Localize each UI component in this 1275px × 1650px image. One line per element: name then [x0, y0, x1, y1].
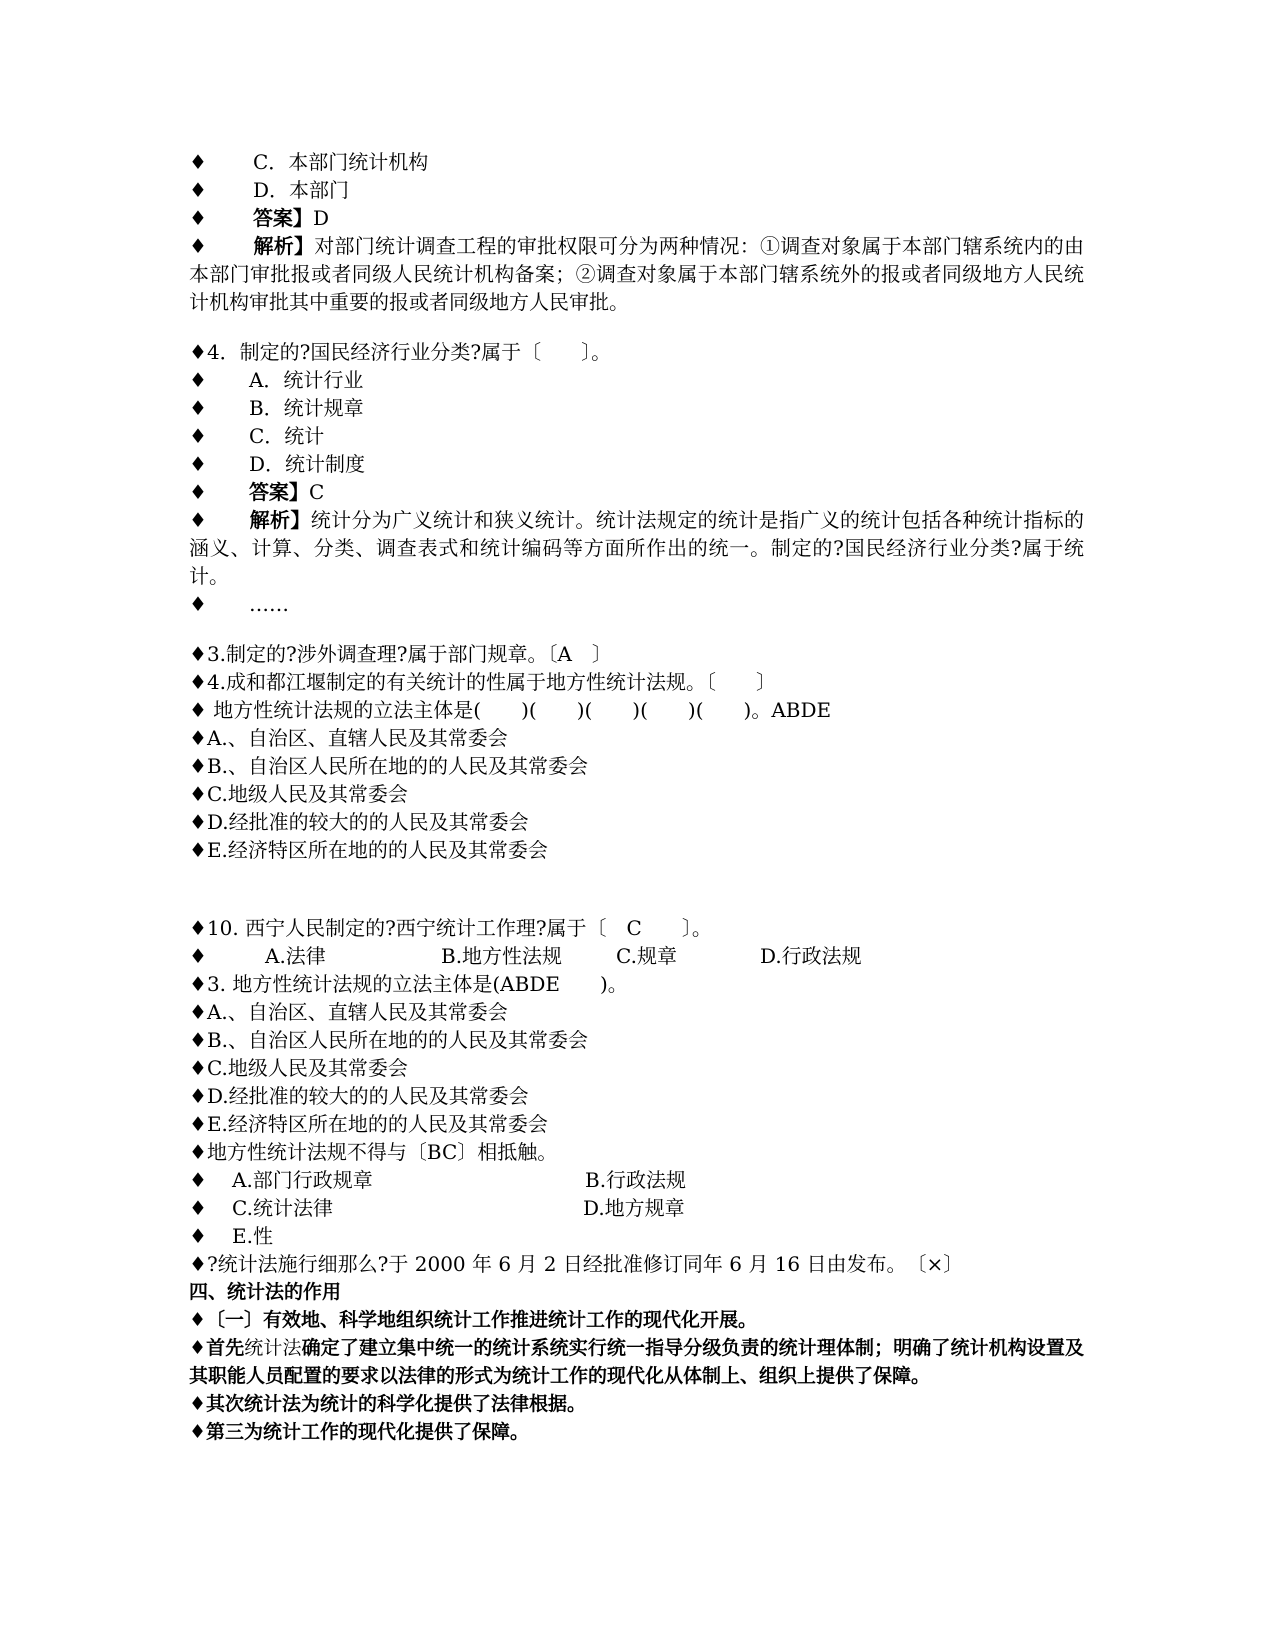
- question-line: ♦3. 地方性统计法规的立法主体是(ABDE )。: [189, 972, 628, 996]
- option-line: ♦ D．统计制度: [189, 452, 365, 476]
- question-line: ♦10. 西宁人民制定的?西宁统计工作理?属于〔 C 〕。: [189, 916, 712, 940]
- bold-line: ♦第三为统计工作的现代化提供了保障。: [189, 1421, 530, 1443]
- question-line: ♦?统计法施行细那么?于 2000 年 6 月 2 日经批准修订同年 6 月 16 日由发布。 〔×〕: [189, 1252, 964, 1276]
- option-line: ♦ A．统计行业: [189, 368, 364, 392]
- explanation-paragraph: ♦ 解析】对部门统计调查工程的审批权限可分为两种情况：①调查对象属于本部门辖系统内的由本部门审批报或者同级人民统计机构备案；②调查对象属于本部门辖系统外的报或者同级地方人民统计机构审批其中重要的报或者同级地方人民审批。: [189, 234, 1085, 314]
- question-line: ♦4.成和都江堰制定的有关统计的性属于地方性统计法规。〔 〕: [189, 670, 777, 694]
- option-line: ♦ B．统计规章: [189, 396, 364, 420]
- option-row: ♦ A.法律 B.地方性法规 C.规章 D.行政法规: [189, 944, 862, 968]
- question-line: ♦地方性统计法规不得与〔BC〕相抵触。: [189, 1140, 558, 1164]
- option-line: ♦A.、自治区、直辖人民及其常委会: [189, 1000, 508, 1024]
- option-line: ♦D.经批准的较大的的人民及其常委会: [189, 1084, 529, 1108]
- bold-paragraph: ♦首先统计法确定了建立集中统一的统计系统实行统一指导分级负责的统计理体制；明确了统计机构设置及其职能人员配置的要求以法律的形式为统计工作的现代化从体制上、组织上提供了保障。: [189, 1337, 1084, 1387]
- section-heading: 四、统计法的作用: [189, 1281, 342, 1303]
- option-line: ♦E.经济特区所在地的的人民及其常委会: [189, 1112, 548, 1136]
- option-line: ♦E.经济特区所在地的的人民及其常委会: [189, 838, 548, 862]
- ellipsis-line: ♦ ……: [189, 592, 289, 616]
- option-line: ♦C.地级人民及其常委会: [189, 782, 408, 806]
- option-row: ♦ C.统计法律 D.地方规章: [189, 1196, 685, 1220]
- answer-line: ♦ 答案】D: [189, 206, 329, 230]
- question-line: ♦4．制定的?国民经济行业分类?属于〔 〕。: [189, 340, 612, 364]
- answer-line: ♦ 答案】C: [189, 480, 325, 504]
- option-line: ♦ D．本部门: [189, 178, 349, 202]
- document-page: [189, 148, 1084, 1446]
- option-line: ♦C.地级人民及其常委会: [189, 1056, 408, 1080]
- explanation-paragraph: ♦ 解析】统计分为广义统计和狭义统计。统计法规定的统计是指广义的统计包括各种统计指标的涵义、计算、分类、调查表式和统计编码等方面所作出的统一。制定的?国民经济行业分类?属于统计。: [189, 508, 1085, 588]
- bold-line: ♦其次统计法为统计的科学化提供了法律根据。: [189, 1393, 587, 1415]
- option-row: ♦ E.性: [189, 1224, 273, 1248]
- question-line: ♦3.制定的?涉外调查理?属于部门规章。〔A 〕: [189, 642, 612, 666]
- option-line: ♦ C．本部门统计机构: [189, 150, 429, 174]
- bold-line: ♦〔一〕有效地、科学地组织统计工作推进统计工作的现代化开展。: [189, 1309, 758, 1331]
- option-line: ♦ C．统计: [189, 424, 325, 448]
- option-line: ♦D.经批准的较大的的人民及其常委会: [189, 810, 529, 834]
- option-row: ♦ A.部门行政规章 B.行政法规: [189, 1168, 687, 1192]
- question-line: ♦ 地方性统计法规的立法主体是( )( )( )( )( )。ABDE: [189, 698, 832, 722]
- option-line: ♦A.、自治区、直辖人民及其常委会: [189, 726, 508, 750]
- option-line: ♦B.、自治区人民所在地的的人民及其常委会: [189, 1028, 588, 1052]
- option-line: ♦B.、自治区人民所在地的的人民及其常委会: [189, 754, 588, 778]
